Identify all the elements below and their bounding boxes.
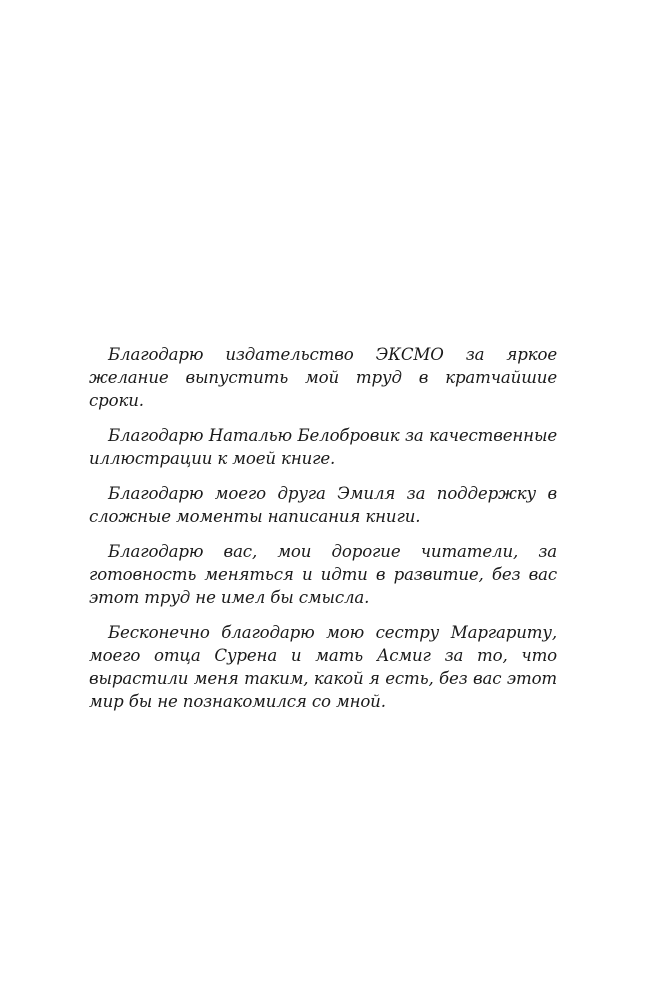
paragraph-family-thanks: Бесконечно благодарю мою сестру Маргариту, моего отца Сурена и мать Асмиг за то, что вырастили меня таким, какой я есть, без вас этот мир бы не познакомился со мной. [89,623,557,711]
paragraph-friend-thanks: Благодарю моего друга Эмиля за поддержку в сложные моменты написания книги. [89,484,557,526]
acknowledgements-text [89,343,557,725]
paragraph-readers-thanks: Благодарю вас, мои дорогие читатели, за готовность меняться и идти в развитие, без вас этот труд не имел бы смысла. [89,542,557,607]
paragraph-illustrator-thanks: Благодарю Наталью Белобровик за качественные иллюстрации к моей книге. [89,426,557,468]
paragraph-publisher-thanks: Благодарю издательство ЭКСМО за яркое желание выпустить мой труд в кратчайшие сроки. [89,345,557,410]
